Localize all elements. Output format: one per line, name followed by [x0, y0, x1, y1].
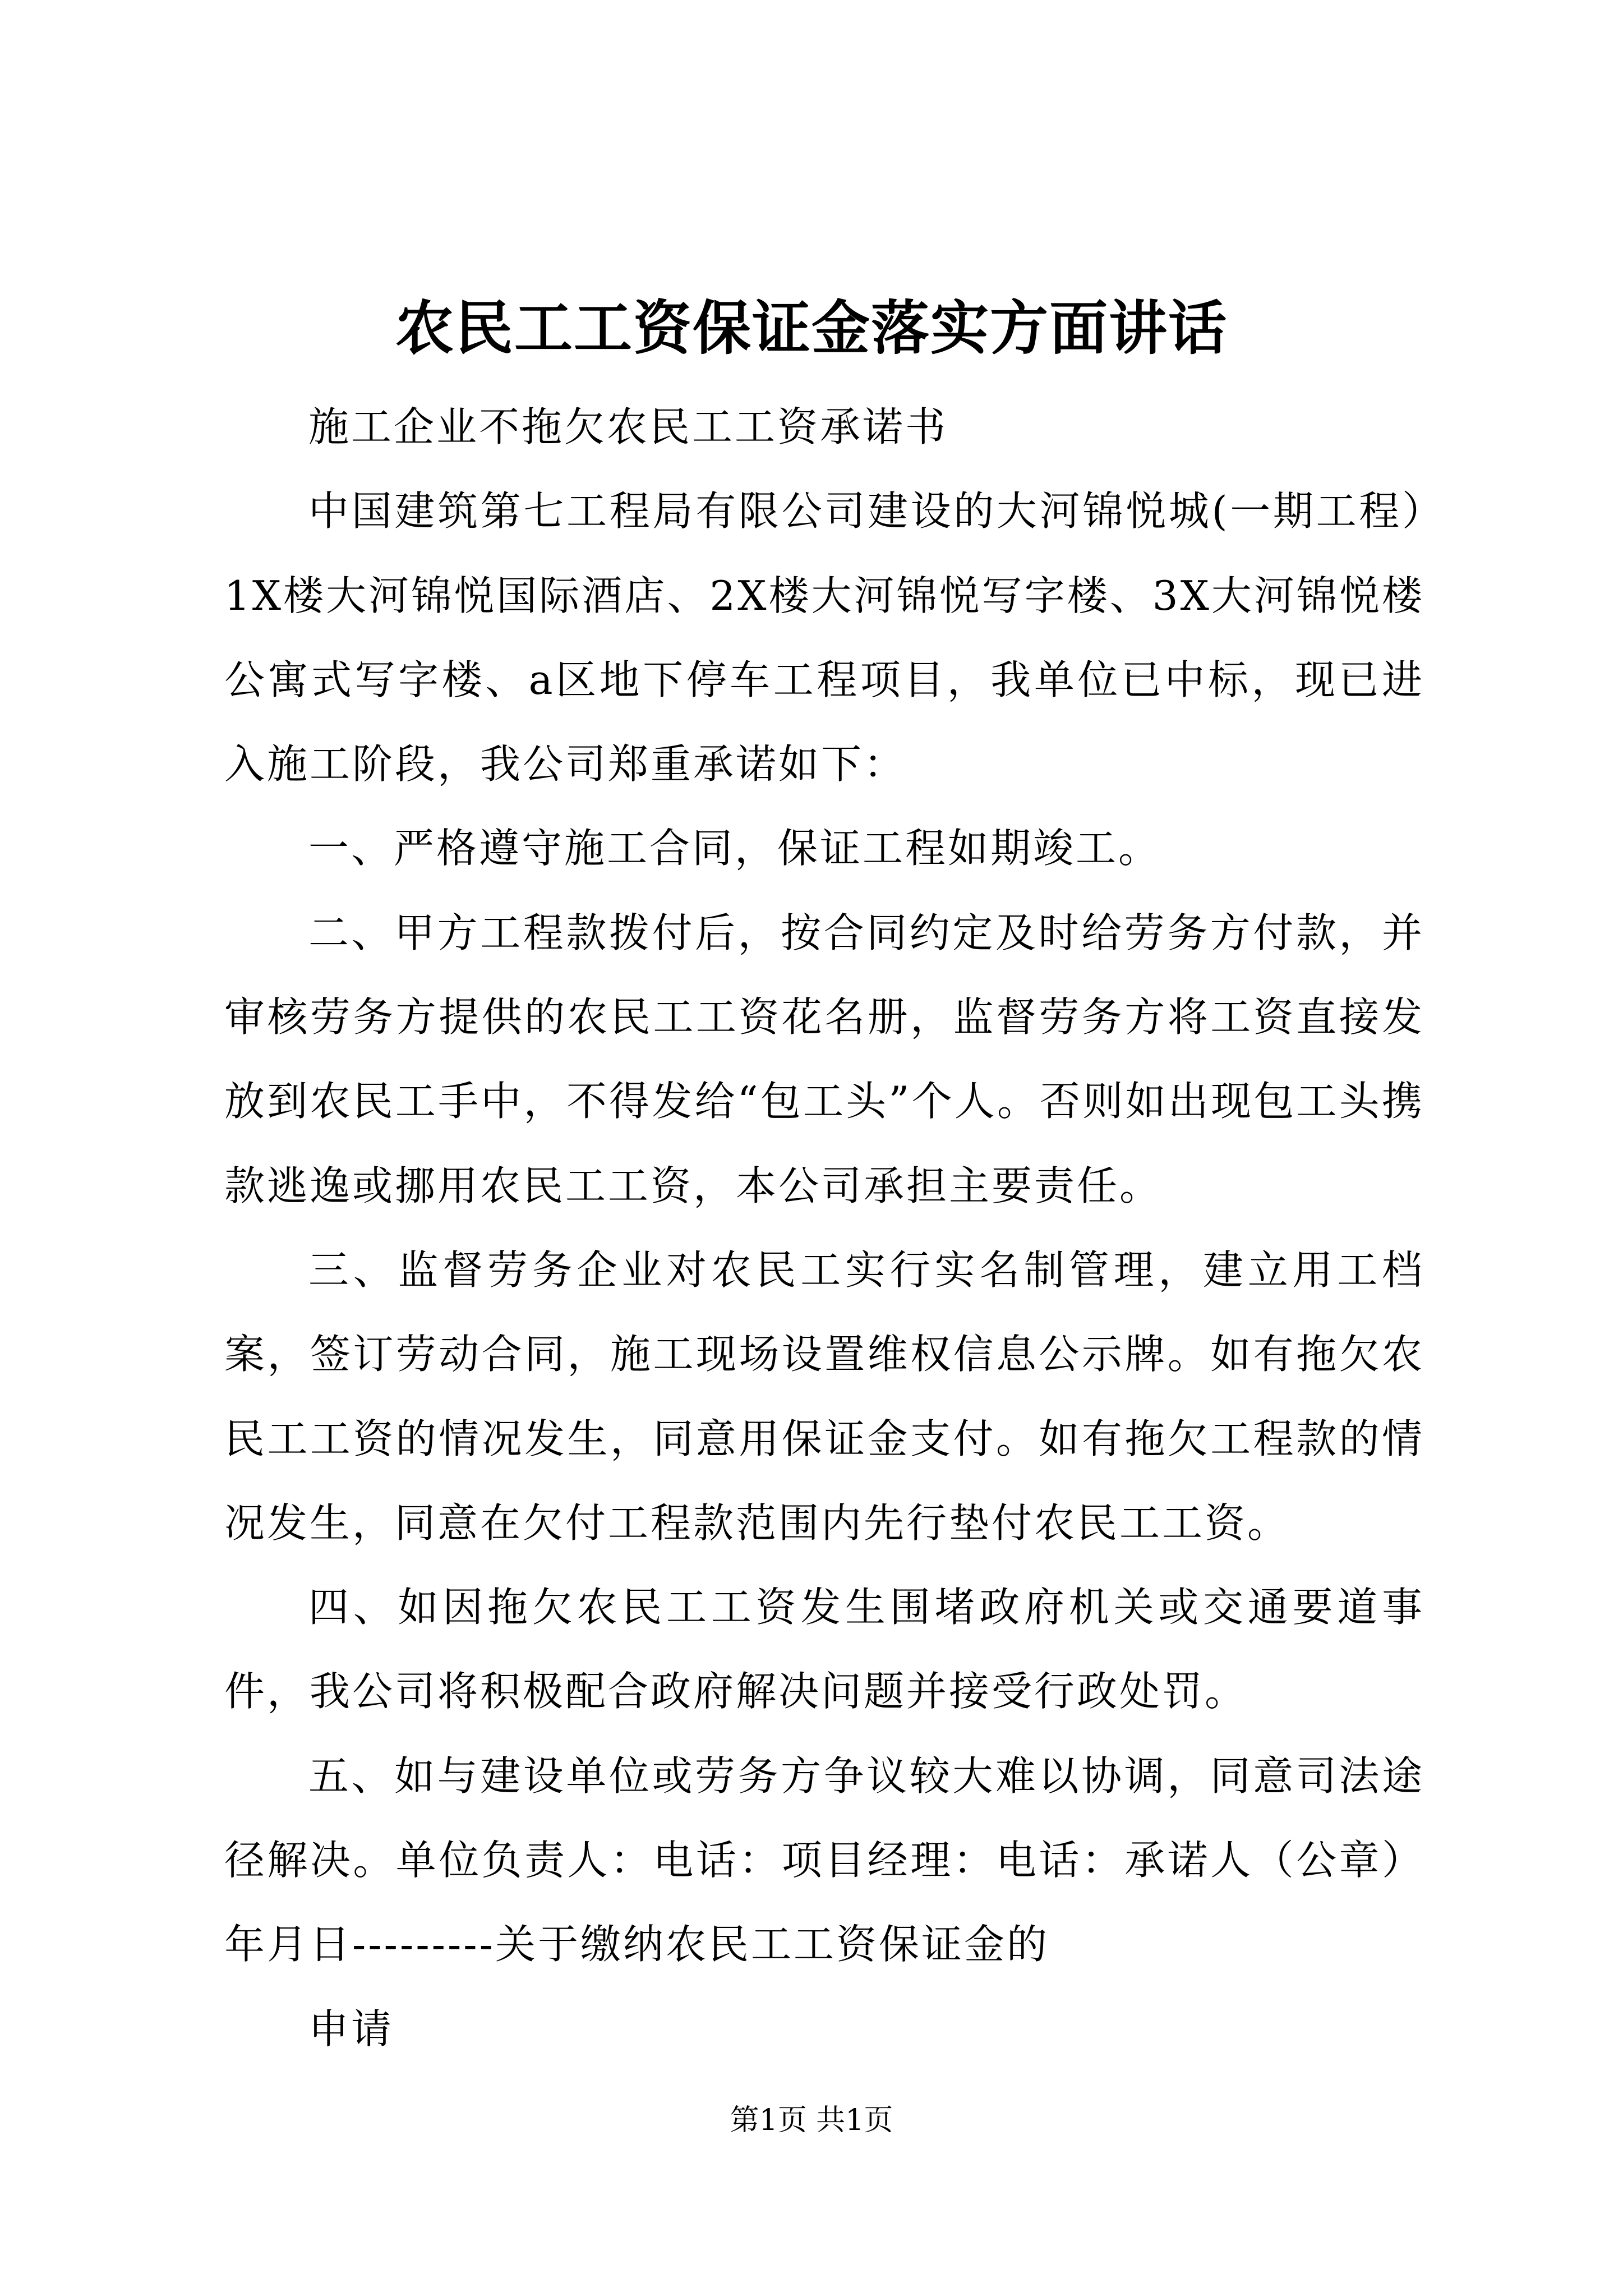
paragraph-application: 申请 [308, 2005, 394, 2053]
paragraph-item-2: 二、甲方工程款拨付后，按合同约定及时给劳务方付款，并审核劳务方提供的农民工工资花名册，监督劳务方将工资直接发放到农民工手中，不得发给“包工头”个人。否则如出现包工头携款逃逸或挪用农民工工资，本公司承担主要责任。 [224, 909, 1424, 1209]
page-number-footer: 第1页 共1页 [730, 2104, 893, 2137]
paragraph-item-5: 五、如与建设单位或劳务方争议较大难以协调，同意司法途径解决。单位负责人：电话：项目经理：电话：承诺人（公章）年月日---------关于缴纳农民工工资保证金的 [224, 1752, 1424, 1968]
document-body [224, 385, 1424, 2071]
paragraph-item-1: 一、严格遵守施工合同，保证工程如期竣工。 [308, 825, 1161, 872]
document-title: 农民工工资保证金落实方面讲话 [395, 293, 1228, 362]
paragraph-subtitle: 施工企业不拖欠农民工工资承诺书 [308, 403, 948, 450]
paragraph-item-3: 三、监督劳务企业对农民工实行实名制管理，建立用工档案，签订劳动合同，施工现场设置维权信息公示牌。如有拖欠农民工工资的情况发生，同意用保证金支付。如有拖欠工程款的情况发生，同意在欠付工程款范围内先行垫付农民工工资。 [224, 1246, 1424, 1547]
paragraph-item-4: 四、如因拖欠农民工工资发生围堵政府机关或交通要道事件，我公司将积极配合政府解决问题并接受行政处罚。 [224, 1584, 1424, 1715]
paragraph-intro: 中国建筑第七工程局有限公司建设的大河锦悦城(一期工程）1X楼大河锦悦国际酒店、2X楼大河锦悦写字楼、3X大河锦悦楼公寓式写字楼、a区地下停车工程项目，我单位已中标，现已进入施工阶段，我公司郑重承诺如下： [224, 487, 1424, 788]
